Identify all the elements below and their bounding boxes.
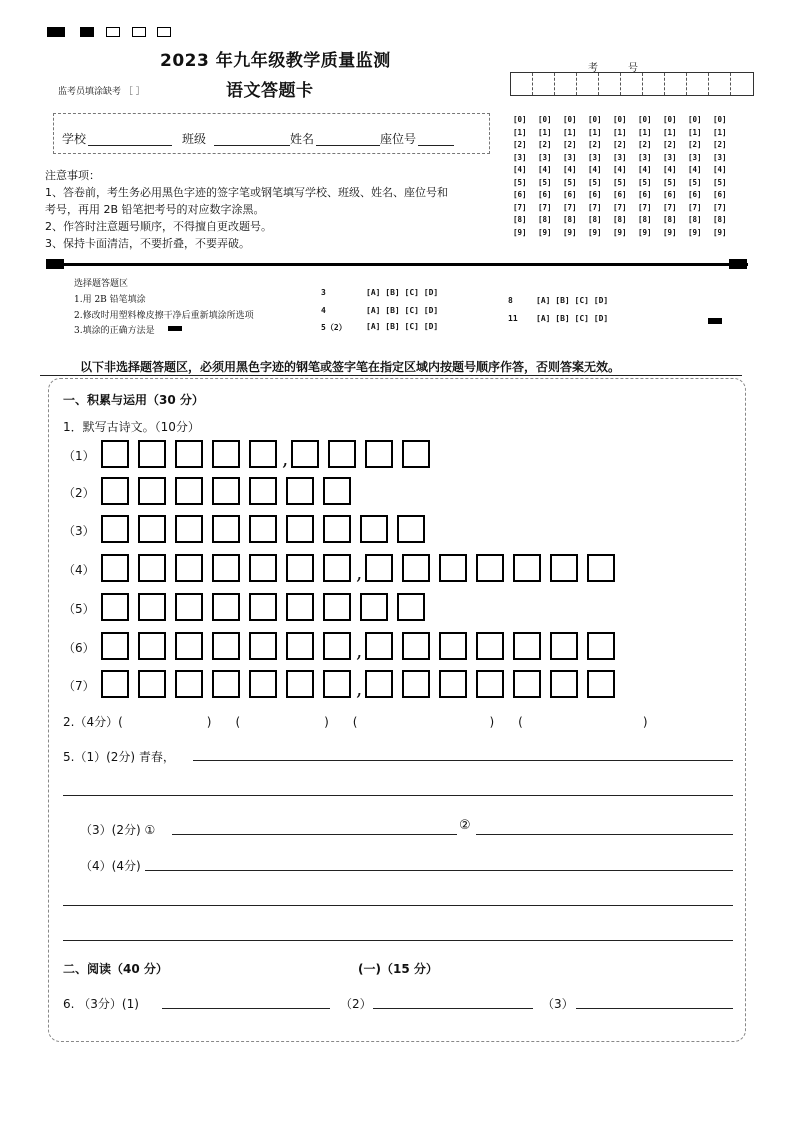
digit-bubble[interactable]: [8] (638, 215, 652, 224)
digit-bubble[interactable]: [7] (538, 202, 552, 212)
absent-note[interactable]: 监考员填涂缺考 ［ ］ (58, 87, 145, 97)
digit-bubble[interactable]: [9] (513, 227, 527, 237)
digit-bubble[interactable]: [2] (538, 140, 552, 149)
digit-bubble[interactable]: [4] (538, 165, 552, 174)
digit-bubble[interactable]: [4] (663, 165, 677, 174)
digit-bubble[interactable]: [7] (638, 202, 652, 212)
digit-bubble[interactable]: [0] (538, 115, 552, 124)
digit-bubble[interactable]: [8] (563, 215, 577, 224)
digit-bubble[interactable]: [1] (588, 127, 602, 137)
digit-bubble[interactable]: [3] (563, 152, 577, 162)
q5-4-line[interactable] (145, 870, 733, 871)
poem-row-7[interactable]: （7） , (63, 670, 624, 698)
mc-options[interactable]: [A] [B] [C] [D] (366, 322, 439, 331)
q6-2-label: （2） (340, 997, 372, 1011)
digit-bubble[interactable]: [5] (613, 177, 627, 187)
bubble-row (513, 177, 738, 190)
digit-bubble[interactable]: [1] (563, 127, 577, 137)
digit-bubble[interactable]: [2] (588, 140, 602, 149)
notes-line: 3、保持卡面清洁，不要折叠，不要弄破。 (45, 237, 250, 250)
page-title: 2023 年九年级教学质量监测 (160, 51, 391, 71)
digit-bubble[interactable]: [3] (688, 152, 702, 162)
poem-row-2[interactable]: （2） (63, 477, 360, 505)
digit-bubble[interactable]: [1] (538, 127, 552, 137)
bubble-row (513, 139, 738, 152)
digit-bubble[interactable]: [7] (713, 202, 727, 212)
poem-row-1[interactable]: （1） , (63, 440, 439, 468)
poem-row-6[interactable]: （6） , (63, 632, 624, 660)
mc-item-no: 8 (508, 296, 513, 305)
student-info-box (53, 113, 490, 154)
digit-bubble[interactable]: [6] (713, 190, 727, 199)
mc-options[interactable]: [A] [B] [C] [D] (366, 288, 439, 297)
mc-options[interactable]: [A] [B] [C] [D] (366, 306, 439, 315)
digit-bubble[interactable]: [3] (538, 152, 552, 162)
class-label: 班级 (182, 132, 207, 146)
digit-bubble[interactable]: [3] (638, 152, 652, 162)
digit-bubble[interactable]: [5] (588, 177, 602, 187)
timing-mark-3 (106, 27, 120, 37)
q5-4-line-2[interactable] (63, 905, 733, 906)
q5-3-line-1[interactable] (172, 834, 457, 835)
digit-bubble[interactable]: [4] (688, 165, 702, 174)
digit-bubble[interactable]: [8] (613, 215, 627, 224)
digit-bubble[interactable]: [7] (588, 202, 602, 212)
digit-bubble[interactable]: [6] (588, 190, 602, 199)
q6-3-line[interactable] (576, 1008, 733, 1009)
q5-4-label: （4）(4分) (80, 859, 141, 873)
banner-rule (40, 375, 742, 376)
notes-heading: 注意事项： (45, 169, 100, 182)
digit-bubble[interactable]: [7] (688, 202, 702, 212)
page-subtitle: 语文答题卡 (226, 81, 314, 101)
q6-label: 6. （3分）(1) (63, 997, 139, 1011)
mc-rule: 2.修改时用塑料橡皮擦干净后重新填涂所选项 (74, 311, 254, 321)
q5-3-marker-2: ② (459, 818, 471, 833)
digit-bubble[interactable]: [3] (588, 152, 602, 162)
digit-bubble[interactable]: [8] (663, 215, 677, 224)
digit-bubble[interactable]: [6] (513, 190, 527, 199)
mc-item-no: 5（2） (321, 323, 347, 332)
bar-right-mark (729, 259, 747, 269)
mc-item-no: 3 (321, 288, 326, 297)
digit-bubble[interactable]: [7] (513, 202, 527, 212)
digit-bubble[interactable]: [1] (663, 127, 677, 137)
digit-bubble[interactable]: [2] (688, 140, 702, 149)
digit-bubble[interactable]: [9] (613, 227, 627, 237)
mc-options[interactable]: [A] [B] [C] [D] (536, 296, 609, 305)
q6-3-label: （3） (542, 997, 574, 1011)
digit-bubble[interactable]: [0] (713, 115, 727, 124)
digit-bubble[interactable]: [3] (513, 152, 527, 162)
q5-3-line-2[interactable] (476, 834, 733, 835)
digit-bubble[interactable]: [1] (613, 127, 627, 137)
digit-bubble[interactable]: [1] (513, 127, 527, 137)
digit-bubble[interactable]: [9] (588, 227, 602, 237)
mc-heading: 选择题答题区 (74, 279, 129, 289)
section1-title: 一、积累与运用（30 分） (63, 393, 204, 407)
digit-bubble[interactable]: [5] (538, 177, 552, 187)
digit-bubble[interactable]: [4] (588, 165, 602, 174)
digit-bubble[interactable]: [0] (638, 115, 652, 124)
digit-bubble[interactable]: [7] (563, 202, 577, 212)
digit-bubble[interactable]: [4] (513, 165, 527, 174)
digit-bubble[interactable]: [5] (663, 177, 677, 187)
digit-bubble[interactable]: [0] (563, 115, 577, 124)
exam-no-bubbles[interactable] (513, 114, 738, 239)
digit-bubble[interactable]: [1] (713, 127, 727, 137)
answer-area-banner: 以下非选择题答题区，必须用黑色字迹的钢笔或签字笔在指定区域内按题号顺序作答，否则答案无效。 (80, 360, 621, 374)
poem-row-4[interactable]: （4） , (63, 554, 624, 582)
digit-bubble[interactable]: [5] (713, 177, 727, 187)
mc-options[interactable]: [A] [B] [C] [D] (536, 314, 609, 323)
q6-2-line[interactable] (373, 1008, 533, 1009)
timing-mark-2 (80, 27, 94, 37)
name-label: 姓名 (290, 132, 315, 146)
digit-bubble[interactable]: [1] (688, 127, 702, 137)
digit-bubble[interactable]: [2] (613, 140, 627, 149)
digit-bubble[interactable]: [5] (688, 177, 702, 187)
notes (45, 167, 448, 252)
bubble-row (513, 127, 738, 140)
digit-bubble[interactable]: [8] (513, 215, 527, 224)
digit-bubble[interactable]: [0] (663, 115, 677, 124)
q5-1-line-2[interactable] (63, 795, 733, 796)
seat-field[interactable] (418, 145, 454, 146)
school-label: 学校 (62, 132, 87, 146)
poem-row-5[interactable]: （5） (63, 593, 434, 621)
digit-bubble[interactable]: [0] (513, 115, 527, 124)
seat-label: 座位号 (380, 132, 417, 146)
digit-bubble[interactable]: [2] (513, 140, 527, 149)
digit-bubble[interactable]: [4] (563, 165, 577, 174)
digit-bubble[interactable]: [0] (688, 115, 702, 124)
bubble-row (513, 152, 738, 165)
digit-bubble[interactable]: [9] (663, 227, 677, 237)
name-field[interactable] (316, 145, 380, 146)
digit-bubble[interactable]: [8] (688, 215, 702, 224)
digit-bubble[interactable]: [9] (563, 227, 577, 237)
digit-bubble[interactable]: [0] (588, 115, 602, 124)
notes-line: 考号，再用 2B 铅笔把考号的对应数字涂黑。 (45, 203, 265, 216)
digit-bubble[interactable]: [8] (588, 215, 602, 224)
digit-bubble[interactable]: [6] (663, 190, 677, 199)
divider-bar (46, 263, 748, 266)
digit-bubble[interactable]: [6] (688, 190, 702, 199)
digit-bubble[interactable]: [3] (613, 152, 627, 162)
digit-bubble[interactable]: [2] (663, 140, 677, 149)
digit-bubble[interactable]: [6] (638, 190, 652, 199)
bubble-row (513, 227, 738, 240)
digit-bubble[interactable]: [4] (713, 165, 727, 174)
fill-example (168, 326, 182, 331)
timing-mark-4 (132, 27, 146, 37)
digit-bubble[interactable]: [2] (563, 140, 577, 149)
digit-bubble[interactable]: [7] (663, 202, 677, 212)
q2-answer-line[interactable]: 2.（4分）( ) ( ) ( ) ( ) (63, 715, 648, 729)
digit-bubble[interactable]: [6] (613, 190, 627, 199)
digit-bubble[interactable]: [5] (513, 177, 527, 187)
digit-bubble[interactable]: [5] (638, 177, 652, 187)
digit-bubble[interactable]: [3] (663, 152, 677, 162)
q1-title: 1．默写古诗文。（10分） (63, 420, 200, 434)
digit-bubble[interactable]: [2] (638, 140, 652, 149)
bubble-row (513, 214, 738, 227)
mc-rule: 3.填涂的正确方法是 (74, 326, 155, 336)
digit-bubble[interactable]: [9] (713, 227, 727, 237)
digit-bubble[interactable]: [7] (613, 202, 627, 212)
poem-row-3[interactable]: （3） (63, 515, 434, 543)
digit-bubble[interactable]: [0] (613, 115, 627, 124)
digit-bubble[interactable]: [5] (563, 177, 577, 187)
q5-3-label: （3）(2分) ① (80, 823, 156, 837)
mc-rule: 1.用 2B 铅笔填涂 (74, 295, 146, 305)
digit-bubble[interactable]: [4] (613, 165, 627, 174)
notes-line: 2、作答时注意题号顺序，不得擅自更改题号。 (45, 220, 272, 233)
section2-title: 二、阅读（40 分） (63, 962, 168, 976)
q6-1-line[interactable] (162, 1008, 330, 1009)
q5-1-line[interactable] (193, 760, 733, 761)
timing-mark-5 (157, 27, 171, 37)
exam-no-grid[interactable] (510, 72, 754, 96)
digit-bubble[interactable]: [6] (563, 190, 577, 199)
q5-4-line-3[interactable] (63, 940, 733, 941)
digit-bubble[interactable]: [8] (713, 215, 727, 224)
digit-bubble[interactable]: [2] (713, 140, 727, 149)
digit-bubble[interactable]: [6] (538, 190, 552, 199)
digit-bubble[interactable]: [8] (538, 215, 552, 224)
digit-bubble[interactable]: [4] (638, 165, 652, 174)
bar-left-mark (46, 259, 64, 269)
bubble-row (513, 202, 738, 215)
digit-bubble[interactable]: [9] (688, 227, 702, 237)
bubble-row (513, 164, 738, 177)
digit-bubble[interactable]: [9] (638, 227, 652, 237)
q5-1-label: 5.（1）(2分) 青春， (63, 750, 175, 764)
digit-bubble[interactable]: [9] (538, 227, 552, 237)
timing-mark-1 (47, 27, 65, 37)
section2-part: (一)（15 分） (358, 962, 438, 976)
bubble-row (513, 189, 738, 202)
mc-item-no: 4 (321, 306, 326, 315)
mc-item-no: 11 (508, 314, 518, 323)
digit-bubble[interactable]: [1] (638, 127, 652, 137)
notes-line: 1、答卷前，考生务必用黑色字迹的签字笔或钢笔填写学校、班级、姓名、座位号和 (45, 186, 448, 199)
digit-bubble[interactable]: [3] (713, 152, 727, 162)
school-field[interactable] (88, 145, 172, 146)
class-field[interactable] (214, 145, 290, 146)
mc-corner-mark (708, 318, 722, 324)
exam-no-label: 考 号 (588, 63, 638, 74)
bubble-row (513, 114, 738, 127)
